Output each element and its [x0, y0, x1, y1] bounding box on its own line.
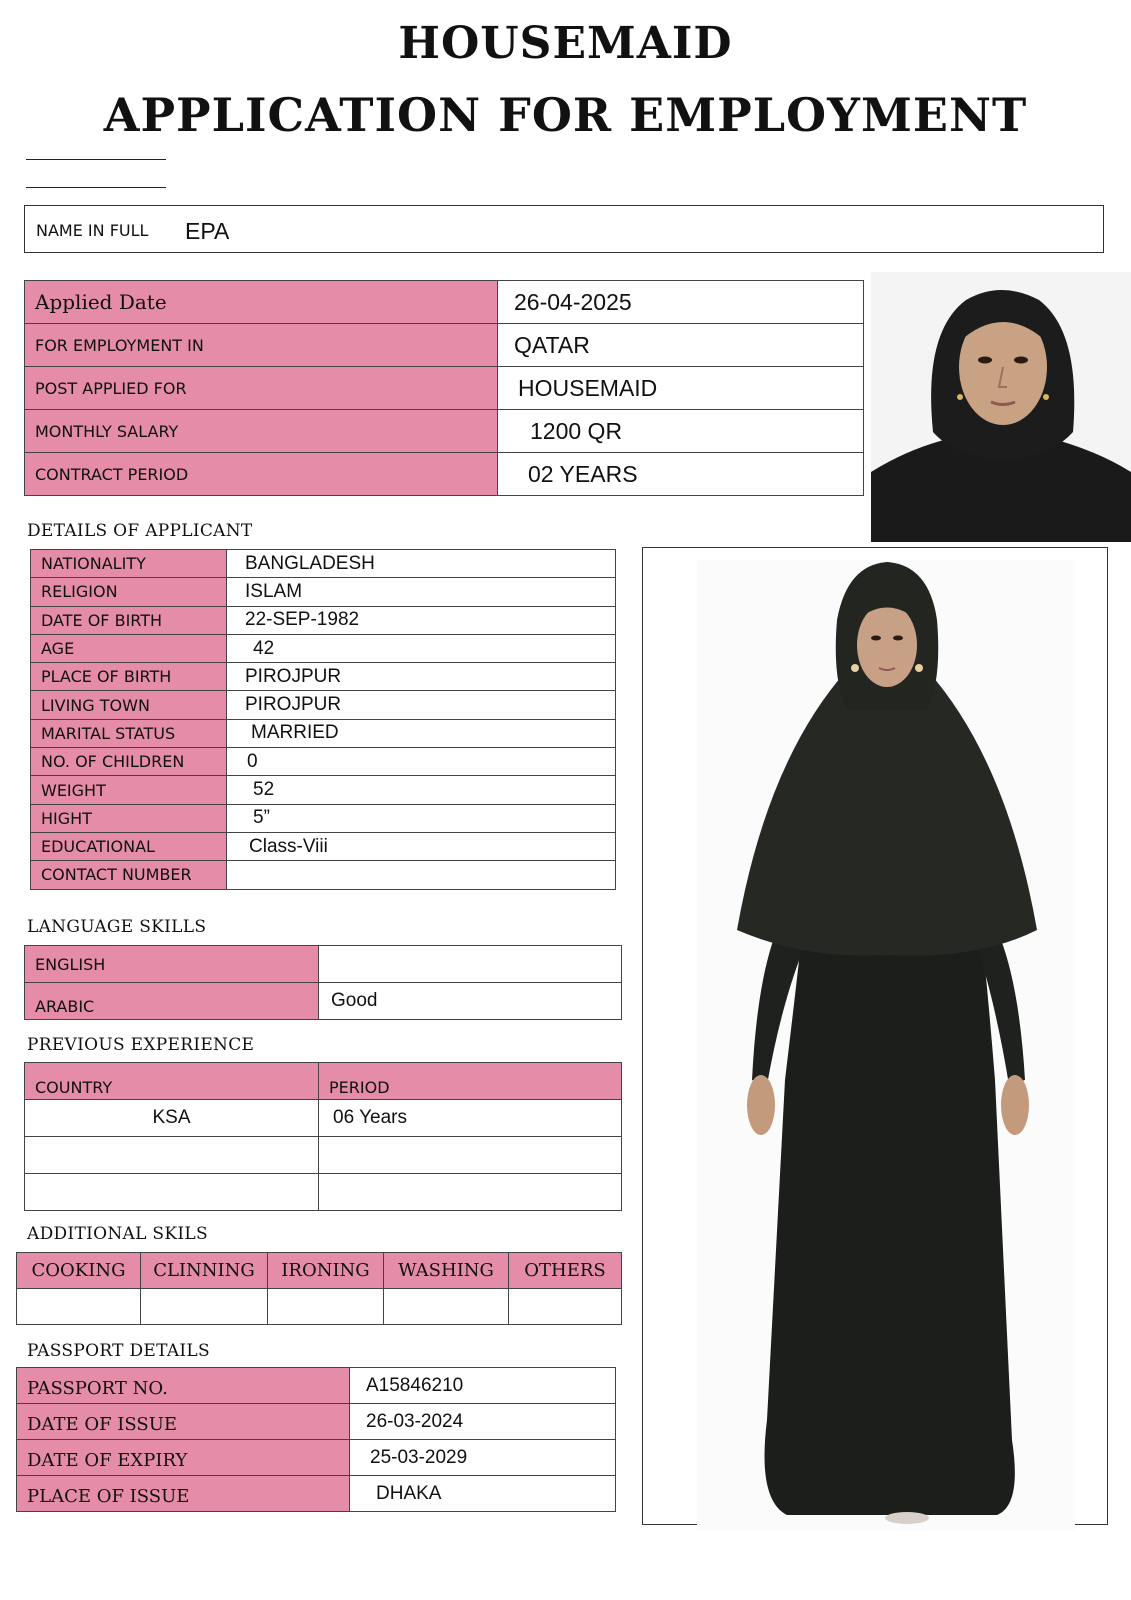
table-row — [31, 606, 616, 634]
passport-heading: PASSPORT DETAILS — [27, 1341, 210, 1361]
dob-label: DATE OF BIRTH — [31, 606, 227, 634]
table-row — [17, 1253, 622, 1289]
experience-period — [319, 1137, 622, 1174]
contract-period-label: CONTRACT PERIOD — [25, 453, 498, 496]
document-subtitle: APPLICATION FOR EMPLOYMENT — [103, 88, 1028, 142]
skills-heading: ADDITIONAL SKILS — [27, 1224, 208, 1244]
table-row — [31, 550, 616, 578]
table-row — [25, 1100, 622, 1137]
table-row — [25, 453, 864, 496]
skill-cleaning: CLINNING — [141, 1253, 268, 1289]
skill-cell — [17, 1289, 141, 1325]
nationality-value: BANGLADESH — [227, 550, 616, 578]
living-town-label: LIVING TOWN — [31, 691, 227, 719]
skills-table — [16, 1252, 622, 1325]
name-value: EPA — [185, 218, 230, 244]
skill-cell — [509, 1289, 622, 1325]
contract-period-value: 02 YEARS — [498, 453, 864, 496]
table-row — [31, 578, 616, 606]
issue-date-label: DATE OF ISSUE — [17, 1404, 350, 1440]
children-label: NO. OF CHILDREN — [31, 748, 227, 776]
experience-period: 06 Years — [319, 1100, 622, 1137]
age-label: AGE — [31, 634, 227, 662]
experience-country: KSA — [25, 1100, 319, 1137]
skill-cell — [141, 1289, 268, 1325]
issue-date-value: 26-03-2024 — [350, 1404, 616, 1440]
passport-no-label: PASSPORT NO. — [17, 1368, 350, 1404]
table-row — [31, 719, 616, 747]
marital-status-label: MARITAL STATUS — [31, 719, 227, 747]
weight-label: WEIGHT — [31, 776, 227, 804]
country-header: COUNTRY — [25, 1063, 319, 1100]
table-row — [17, 1368, 616, 1404]
expiry-date-value: 25-03-2029 — [350, 1440, 616, 1476]
table-row — [25, 410, 864, 453]
monthly-salary-label: MONTHLY SALARY — [25, 410, 498, 453]
applied-date-label: Applied Date — [25, 281, 498, 324]
employment-in-value: QATAR — [498, 324, 864, 367]
children-value: 0 — [227, 748, 616, 776]
monthly-salary-value: 1200 QR — [498, 410, 864, 453]
table-row — [31, 861, 616, 889]
weight-value: 52 — [227, 776, 616, 804]
english-label: ENGLISH — [25, 946, 319, 983]
table-row — [25, 946, 622, 983]
height-label: HIGHT — [31, 804, 227, 832]
place-of-issue-value: DHAKA — [350, 1476, 616, 1512]
table-row — [31, 804, 616, 832]
dob-value: 22-SEP-1982 — [227, 606, 616, 634]
table-row — [25, 1137, 622, 1174]
table-row — [17, 1440, 616, 1476]
applicant-details-table — [30, 549, 616, 890]
passport-no-value: A15846210 — [350, 1368, 616, 1404]
details-heading: DETAILS OF APPLICANT — [27, 521, 253, 541]
arabic-value: Good — [319, 983, 622, 1020]
language-table — [24, 945, 622, 1020]
experience-country — [25, 1137, 319, 1174]
contact-number-label: CONTACT NUMBER — [31, 861, 227, 889]
place-of-issue-label: PLACE OF ISSUE — [17, 1476, 350, 1512]
table-row — [31, 748, 616, 776]
skill-ironing: IRONING — [268, 1253, 384, 1289]
experience-country — [25, 1174, 319, 1211]
applied-date-value: 26-04-2025 — [498, 281, 864, 324]
experience-period — [319, 1174, 622, 1211]
place-of-birth-label: PLACE OF BIRTH — [31, 663, 227, 691]
table-row — [25, 1063, 622, 1100]
table-row — [25, 281, 864, 324]
experience-table — [24, 1062, 622, 1211]
skill-others: OTHERS — [509, 1253, 622, 1289]
post-applied-value: HOUSEMAID — [498, 367, 864, 410]
table-row — [31, 634, 616, 662]
table-row — [25, 367, 864, 410]
nationality-label: NATIONALITY — [31, 550, 227, 578]
table-row — [31, 832, 616, 860]
religion-value: ISLAM — [227, 578, 616, 606]
skill-cooking: COOKING — [17, 1253, 141, 1289]
arabic-label: ARABIC — [25, 983, 319, 1020]
table-row — [31, 776, 616, 804]
skill-cell — [384, 1289, 509, 1325]
living-town-value: PIROJPUR — [227, 691, 616, 719]
table-row — [25, 983, 622, 1020]
skill-cell — [268, 1289, 384, 1325]
place-of-birth-value: PIROJPUR — [227, 663, 616, 691]
table-row — [31, 691, 616, 719]
english-value — [319, 946, 622, 983]
age-value: 42 — [227, 634, 616, 662]
signature-line — [26, 187, 166, 188]
skill-washing: WASHING — [384, 1253, 509, 1289]
language-heading: LANGUAGE SKILLS — [27, 917, 207, 937]
height-value: 5” — [227, 804, 616, 832]
name-label: NAME IN FULL — [36, 221, 149, 240]
name-field — [24, 205, 1104, 253]
full-body-photo — [697, 560, 1075, 1530]
table-row — [17, 1404, 616, 1440]
document-title: HOUSEMAID — [398, 18, 733, 69]
table-row — [25, 324, 864, 367]
education-value: Class-Viii — [227, 832, 616, 860]
passport-table — [16, 1367, 616, 1512]
employment-in-label: FOR EMPLOYMENT IN — [25, 324, 498, 367]
marital-status-value: MARRIED — [227, 719, 616, 747]
signature-line — [26, 159, 166, 160]
religion-label: RELIGION — [31, 578, 227, 606]
contact-number-value — [227, 861, 616, 889]
post-applied-label: POST APPLIED FOR — [25, 367, 498, 410]
education-label: EDUCATIONAL — [31, 832, 227, 860]
experience-heading: PREVIOUS EXPERIENCE — [27, 1035, 255, 1055]
table-row — [31, 663, 616, 691]
table-row — [17, 1289, 622, 1325]
table-row — [17, 1476, 616, 1512]
period-header: PERIOD — [319, 1063, 622, 1100]
job-table — [24, 280, 864, 496]
expiry-date-label: DATE OF EXPIRY — [17, 1440, 350, 1476]
portrait-photo — [871, 272, 1131, 542]
table-row — [25, 1174, 622, 1211]
